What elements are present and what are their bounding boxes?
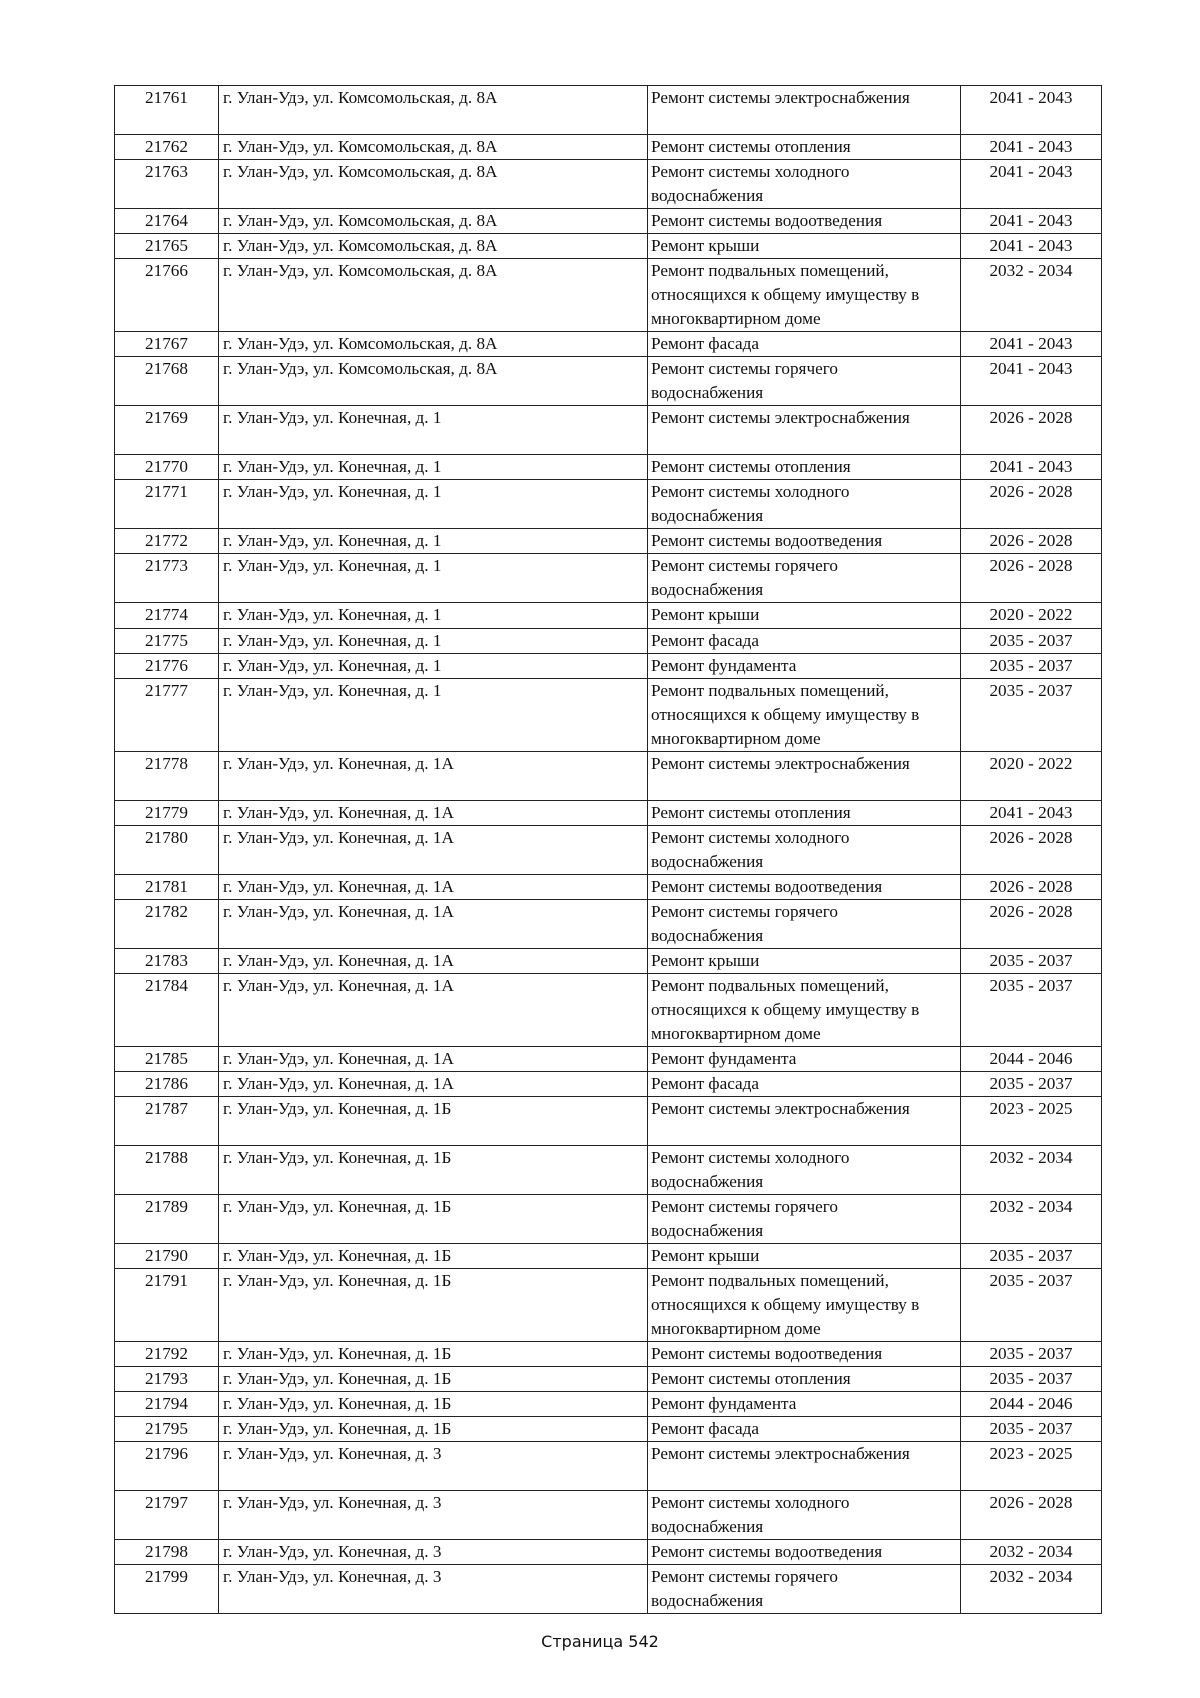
row-period: 2035 - 2037 [961, 1417, 1102, 1442]
row-work-type: Ремонт фасада [648, 1417, 961, 1442]
row-number: 21777 [115, 679, 219, 752]
table-row [115, 629, 1102, 654]
row-number: 21773 [115, 554, 219, 603]
row-address: г. Улан-Удэ, ул. Комсомольская, д. 8А [219, 332, 648, 357]
row-number: 21771 [115, 480, 219, 529]
row-work-type: Ремонт фундамента [648, 1047, 961, 1072]
row-work-type: Ремонт системы отопления [648, 801, 961, 826]
row-work-type: Ремонт системы горячего водоснабжения [648, 357, 961, 406]
table-body [115, 86, 1102, 1614]
row-number: 21788 [115, 1146, 219, 1195]
table-row [115, 826, 1102, 875]
row-address: г. Улан-Удэ, ул. Конечная, д. 1Б [219, 1269, 648, 1342]
row-period: 2041 - 2043 [961, 135, 1102, 160]
row-number: 21782 [115, 900, 219, 949]
row-period: 2026 - 2028 [961, 1491, 1102, 1540]
row-period: 2035 - 2037 [961, 1342, 1102, 1367]
table-row [115, 1392, 1102, 1417]
row-period: 2035 - 2037 [961, 679, 1102, 752]
row-number: 21768 [115, 357, 219, 406]
row-number: 21792 [115, 1342, 219, 1367]
table-row [115, 654, 1102, 679]
row-number: 21766 [115, 259, 219, 332]
row-period: 2023 - 2025 [961, 1442, 1102, 1491]
table-row [115, 949, 1102, 974]
row-address: г. Улан-Удэ, ул. Конечная, д. 1А [219, 826, 648, 875]
row-number: 21794 [115, 1392, 219, 1417]
row-period: 2020 - 2022 [961, 603, 1102, 629]
row-address: г. Улан-Удэ, ул. Конечная, д. 1А [219, 974, 648, 1047]
row-address: г. Улан-Удэ, ул. Конечная, д. 1 [219, 529, 648, 554]
page-number: Страница 542 [541, 1632, 659, 1651]
row-address: г. Улан-Удэ, ул. Комсомольская, д. 8А [219, 86, 648, 135]
row-number: 21763 [115, 160, 219, 209]
row-period: 2032 - 2034 [961, 1146, 1102, 1195]
table-row [115, 1097, 1102, 1146]
row-number: 21791 [115, 1269, 219, 1342]
row-address: г. Улан-Удэ, ул. Комсомольская, д. 8А [219, 357, 648, 406]
row-period: 2035 - 2037 [961, 654, 1102, 679]
row-work-type: Ремонт системы отопления [648, 455, 961, 480]
row-number: 21799 [115, 1565, 219, 1614]
row-number: 21764 [115, 209, 219, 234]
row-number: 21796 [115, 1442, 219, 1491]
table-row [115, 86, 1102, 135]
table-row [115, 1417, 1102, 1442]
table-row [115, 603, 1102, 629]
row-work-type: Ремонт системы горячего водоснабжения [648, 554, 961, 603]
row-period: 2032 - 2034 [961, 1565, 1102, 1614]
row-number: 21795 [115, 1417, 219, 1442]
row-period: 2035 - 2037 [961, 1269, 1102, 1342]
row-address: г. Улан-Удэ, ул. Конечная, д. 1Б [219, 1146, 648, 1195]
row-address: г. Улан-Удэ, ул. Конечная, д. 1Б [219, 1342, 648, 1367]
row-address: г. Улан-Удэ, ул. Комсомольская, д. 8А [219, 135, 648, 160]
row-work-type: Ремонт крыши [648, 234, 961, 259]
row-work-type: Ремонт системы холодного водоснабжения [648, 826, 961, 875]
row-period: 2032 - 2034 [961, 1540, 1102, 1565]
row-number: 21793 [115, 1367, 219, 1392]
row-address: г. Улан-Удэ, ул. Конечная, д. 1 [219, 654, 648, 679]
table-row [115, 900, 1102, 949]
row-work-type: Ремонт системы водоотведения [648, 529, 961, 554]
row-period: 2041 - 2043 [961, 801, 1102, 826]
row-address: г. Улан-Удэ, ул. Конечная, д. 1 [219, 455, 648, 480]
row-number: 21774 [115, 603, 219, 629]
row-address: г. Улан-Удэ, ул. Конечная, д. 1 [219, 480, 648, 529]
row-number: 21778 [115, 752, 219, 801]
row-work-type: Ремонт фундамента [648, 654, 961, 679]
row-address: г. Улан-Удэ, ул. Конечная, д. 1 [219, 679, 648, 752]
row-number: 21769 [115, 406, 219, 455]
row-address: г. Улан-Удэ, ул. Конечная, д. 1Б [219, 1244, 648, 1269]
table-row [115, 1244, 1102, 1269]
row-work-type: Ремонт крыши [648, 1244, 961, 1269]
row-period: 2026 - 2028 [961, 406, 1102, 455]
table-row [115, 1491, 1102, 1540]
row-number: 21798 [115, 1540, 219, 1565]
row-period: 2026 - 2028 [961, 480, 1102, 529]
row-work-type: Ремонт подвальных помещений, относящихся к общему имуществу в многоквартирном доме [648, 259, 961, 332]
table-row [115, 1047, 1102, 1072]
row-address: г. Улан-Удэ, ул. Конечная, д. 1Б [219, 1417, 648, 1442]
row-number: 21789 [115, 1195, 219, 1244]
row-work-type: Ремонт системы отопления [648, 135, 961, 160]
row-work-type: Ремонт фундамента [648, 1392, 961, 1417]
row-address: г. Улан-Удэ, ул. Конечная, д. 1А [219, 949, 648, 974]
table-row [115, 752, 1102, 801]
table-row [115, 554, 1102, 603]
table-row [115, 357, 1102, 406]
row-period: 2044 - 2046 [961, 1047, 1102, 1072]
row-period: 2041 - 2043 [961, 160, 1102, 209]
row-period: 2032 - 2034 [961, 1195, 1102, 1244]
table-row [115, 875, 1102, 900]
row-work-type: Ремонт системы водоотведения [648, 875, 961, 900]
row-address: г. Улан-Удэ, ул. Конечная, д. 3 [219, 1565, 648, 1614]
row-work-type: Ремонт системы водоотведения [648, 1342, 961, 1367]
table-row [115, 332, 1102, 357]
row-period: 2026 - 2028 [961, 826, 1102, 875]
row-period: 2041 - 2043 [961, 455, 1102, 480]
row-work-type: Ремонт системы холодного водоснабжения [648, 480, 961, 529]
row-number: 21779 [115, 801, 219, 826]
table-row [115, 1072, 1102, 1097]
row-work-type: Ремонт системы горячего водоснабжения [648, 1565, 961, 1614]
row-work-type: Ремонт крыши [648, 603, 961, 629]
row-address: г. Улан-Удэ, ул. Конечная, д. 1Б [219, 1367, 648, 1392]
row-address: г. Улан-Удэ, ул. Конечная, д. 1 [219, 406, 648, 455]
table-row [115, 455, 1102, 480]
table-row [115, 1269, 1102, 1342]
row-work-type: Ремонт системы холодного водоснабжения [648, 1146, 961, 1195]
row-address: г. Улан-Удэ, ул. Конечная, д. 3 [219, 1442, 648, 1491]
row-period: 2026 - 2028 [961, 875, 1102, 900]
row-work-type: Ремонт подвальных помещений, относящихся к общему имуществу в многоквартирном доме [648, 1269, 961, 1342]
row-period: 2026 - 2028 [961, 900, 1102, 949]
row-number: 21780 [115, 826, 219, 875]
row-address: г. Улан-Удэ, ул. Конечная, д. 1Б [219, 1097, 648, 1146]
row-number: 21784 [115, 974, 219, 1047]
row-number: 21775 [115, 629, 219, 654]
table-row [115, 160, 1102, 209]
row-number: 21786 [115, 1072, 219, 1097]
row-period: 2035 - 2037 [961, 1367, 1102, 1392]
row-period: 2041 - 2043 [961, 357, 1102, 406]
row-work-type: Ремонт системы водоотведения [648, 209, 961, 234]
row-period: 2032 - 2034 [961, 259, 1102, 332]
row-work-type: Ремонт системы электроснабжения [648, 86, 961, 135]
row-number: 21767 [115, 332, 219, 357]
table-row [115, 679, 1102, 752]
row-number: 21787 [115, 1097, 219, 1146]
row-work-type: Ремонт системы водоотведения [648, 1540, 961, 1565]
row-address: г. Улан-Удэ, ул. Конечная, д. 1 [219, 554, 648, 603]
row-work-type: Ремонт системы электроснабжения [648, 406, 961, 455]
table-row [115, 480, 1102, 529]
table-row [115, 1540, 1102, 1565]
row-period: 2041 - 2043 [961, 234, 1102, 259]
row-work-type: Ремонт системы электроснабжения [648, 1097, 961, 1146]
row-address: г. Улан-Удэ, ул. Конечная, д. 1А [219, 900, 648, 949]
table-row [115, 259, 1102, 332]
row-address: г. Улан-Удэ, ул. Конечная, д. 1 [219, 629, 648, 654]
row-period: 2041 - 2043 [961, 86, 1102, 135]
row-address: г. Улан-Удэ, ул. Комсомольская, д. 8А [219, 209, 648, 234]
row-work-type: Ремонт системы электроснабжения [648, 752, 961, 801]
row-address: г. Улан-Удэ, ул. Комсомольская, д. 8А [219, 259, 648, 332]
row-number: 21790 [115, 1244, 219, 1269]
row-period: 2044 - 2046 [961, 1392, 1102, 1417]
row-address: г. Улан-Удэ, ул. Комсомольская, д. 8А [219, 160, 648, 209]
row-number: 21762 [115, 135, 219, 160]
row-period: 2035 - 2037 [961, 1072, 1102, 1097]
row-work-type: Ремонт подвальных помещений, относящихся к общему имуществу в многоквартирном доме [648, 679, 961, 752]
row-address: г. Улан-Удэ, ул. Конечная, д. 1Б [219, 1392, 648, 1417]
table-row [115, 1442, 1102, 1491]
row-period: 2035 - 2037 [961, 1244, 1102, 1269]
row-number: 21770 [115, 455, 219, 480]
row-work-type: Ремонт системы холодного водоснабжения [648, 1491, 961, 1540]
table-row [115, 974, 1102, 1047]
row-number: 21772 [115, 529, 219, 554]
row-address: г. Улан-Удэ, ул. Конечная, д. 1А [219, 875, 648, 900]
row-period: 2035 - 2037 [961, 949, 1102, 974]
table-row [115, 529, 1102, 554]
row-number: 21761 [115, 86, 219, 135]
row-period: 2026 - 2028 [961, 554, 1102, 603]
table-row [115, 1195, 1102, 1244]
table-row [115, 406, 1102, 455]
table-row [115, 209, 1102, 234]
repair-schedule-table [114, 85, 1102, 1614]
row-period: 2026 - 2028 [961, 529, 1102, 554]
row-work-type: Ремонт крыши [648, 949, 961, 974]
row-period: 2035 - 2037 [961, 974, 1102, 1047]
row-address: г. Улан-Удэ, ул. Конечная, д. 1А [219, 801, 648, 826]
table-row [115, 801, 1102, 826]
table-row [115, 135, 1102, 160]
row-address: г. Улан-Удэ, ул. Конечная, д. 3 [219, 1540, 648, 1565]
row-address: г. Улан-Удэ, ул. Конечная, д. 1А [219, 1047, 648, 1072]
row-period: 2035 - 2037 [961, 629, 1102, 654]
row-address: г. Улан-Удэ, ул. Конечная, д. 1Б [219, 1195, 648, 1244]
row-address: г. Улан-Удэ, ул. Конечная, д. 1А [219, 752, 648, 801]
row-period: 2023 - 2025 [961, 1097, 1102, 1146]
row-number: 21797 [115, 1491, 219, 1540]
row-work-type: Ремонт системы электроснабжения [648, 1442, 961, 1491]
row-address: г. Улан-Удэ, ул. Комсомольская, д. 8А [219, 234, 648, 259]
row-period: 2020 - 2022 [961, 752, 1102, 801]
table-row [115, 234, 1102, 259]
table-row [115, 1146, 1102, 1195]
row-work-type: Ремонт системы горячего водоснабжения [648, 1195, 961, 1244]
row-number: 21783 [115, 949, 219, 974]
row-address: г. Улан-Удэ, ул. Конечная, д. 1А [219, 1072, 648, 1097]
row-work-type: Ремонт системы отопления [648, 1367, 961, 1392]
table-row [115, 1342, 1102, 1367]
row-work-type: Ремонт системы горячего водоснабжения [648, 900, 961, 949]
row-number: 21781 [115, 875, 219, 900]
row-address: г. Улан-Удэ, ул. Конечная, д. 1 [219, 603, 648, 629]
row-work-type: Ремонт системы холодного водоснабжения [648, 160, 961, 209]
row-number: 21765 [115, 234, 219, 259]
row-period: 2041 - 2043 [961, 332, 1102, 357]
row-work-type: Ремонт фасада [648, 629, 961, 654]
row-period: 2041 - 2043 [961, 209, 1102, 234]
row-number: 21785 [115, 1047, 219, 1072]
table-row [115, 1367, 1102, 1392]
row-address: г. Улан-Удэ, ул. Конечная, д. 3 [219, 1491, 648, 1540]
row-work-type: Ремонт подвальных помещений, относящихся к общему имуществу в многоквартирном доме [648, 974, 961, 1047]
row-number: 21776 [115, 654, 219, 679]
row-work-type: Ремонт фасада [648, 332, 961, 357]
row-work-type: Ремонт фасада [648, 1072, 961, 1097]
table-row [115, 1565, 1102, 1614]
